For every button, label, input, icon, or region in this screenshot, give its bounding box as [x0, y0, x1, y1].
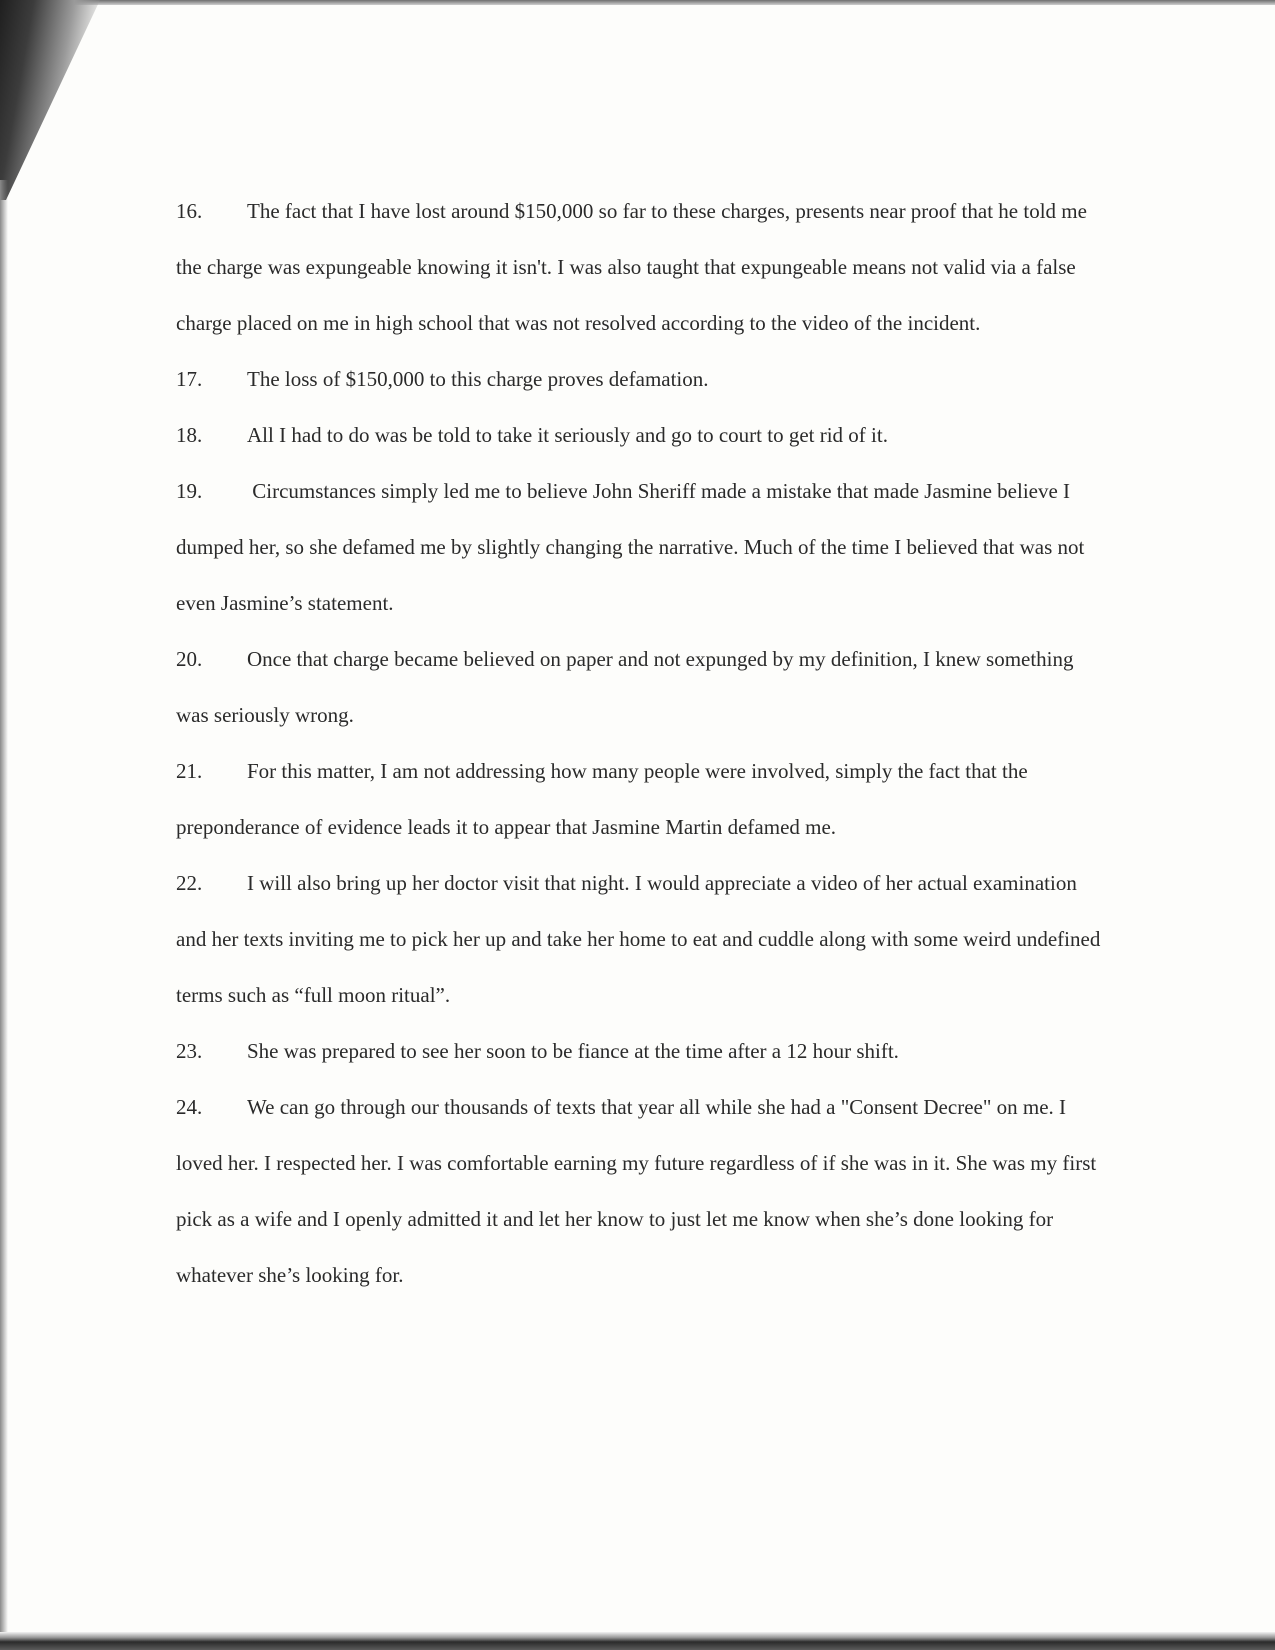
paragraph-20 — [176, 631, 1106, 743]
paragraph-18 — [176, 407, 1106, 463]
paragraph-number: 18. — [176, 423, 203, 447]
paragraph-17 — [176, 351, 1106, 407]
paragraph-22 — [176, 855, 1106, 1023]
paragraph-text: Circumstances simply led me to believe John Sheriff made a mistake that made Jasmine believe I dumped her, so she defamed me by slightly changing the narrative. Much of the time I believed that was not even Jasmine’s statement. — [176, 479, 1085, 615]
paragraph-21 — [176, 743, 1106, 855]
scan-top-edge — [0, 0, 1275, 5]
paragraph-number: 22. — [176, 871, 203, 895]
scan-bottom-edge — [0, 1632, 1275, 1650]
paragraph-number: 20. — [176, 647, 203, 671]
scan-corner-shadow — [0, 0, 100, 200]
paragraph-text: The loss of $150,000 to this charge proves defamation. — [247, 367, 709, 391]
paragraph-number: 21. — [176, 759, 203, 783]
paragraph-text: Once that charge became believed on paper and not expunged by my definition, I knew something was seriously wrong. — [176, 647, 1074, 727]
paragraph-number: 17. — [176, 367, 203, 391]
paragraph-number: 19. — [176, 479, 203, 503]
paragraph-text: She was prepared to see her soon to be fiance at the time after a 12 hour shift. — [247, 1039, 899, 1063]
paragraph-text: The fact that I have lost around $150,000 so far to these charges, presents near proof that he told me the charge was expungeable knowing it isn't. I was also taught that expungeable means not valid via a false charge placed on me in high school that was not resolved according to the video of the incident. — [176, 199, 1087, 335]
paragraph-text: We can go through our thousands of texts that year all while she had a "Consent Decree" on me. I loved her. I respected her. I was comfortable earning my future regardless of if she was in it. She was my first pick as a wife and I openly admitted it and let her know to just let me know when she’s done looking for whatever she’s looking for. — [176, 1095, 1097, 1287]
paragraph-text: All I had to do was be told to take it seriously and go to court to get rid of it. — [247, 423, 888, 447]
paragraph-number: 16. — [176, 199, 203, 223]
paragraph-24 — [176, 1079, 1106, 1303]
paragraph-text: I will also bring up her doctor visit that night. I would appreciate a video of her actual examination and her texts inviting me to pick her up and take her home to eat and cuddle along with some weird undefined terms such as “full moon ritual”. — [176, 871, 1101, 1007]
paragraph-number: 23. — [176, 1039, 203, 1063]
paragraph-number: 24. — [176, 1095, 203, 1119]
paragraph-23 — [176, 1023, 1106, 1079]
paragraph-text: For this matter, I am not addressing how many people were involved, simply the fact that the preponderance of evidence leads it to appear that Jasmine Martin defamed me. — [176, 759, 1028, 839]
paragraph-19 — [176, 463, 1106, 631]
document-body — [176, 183, 1106, 1303]
scan-left-edge — [0, 180, 8, 1640]
paragraph-16 — [176, 183, 1106, 351]
